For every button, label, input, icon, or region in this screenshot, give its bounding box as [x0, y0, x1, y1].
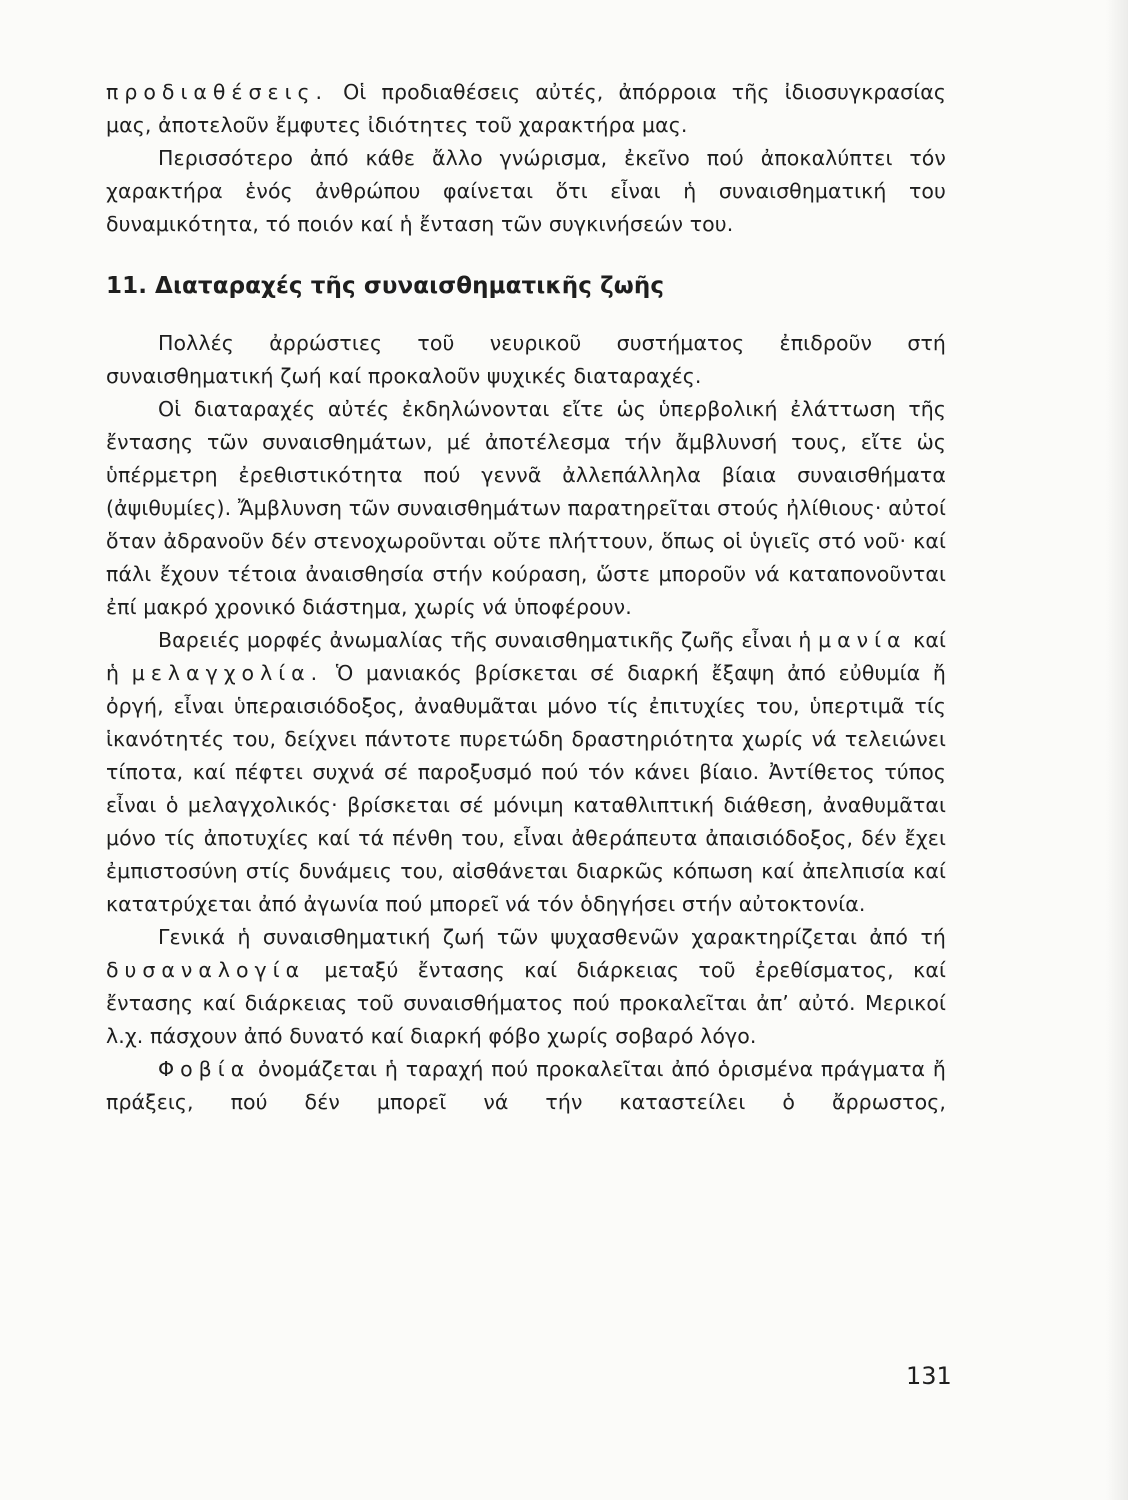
spaced-term: μελαγχολία.: [131, 661, 324, 685]
paragraph-character: Περισσότερο ἀπό κάθε ἄλλο γνώρισμα, ἐκεῖνο πού ἀποκαλύπτει τόν χαρακτήρα ἑνός ἀνθρώπου φαίνεται ὅτι εἶναι ἡ συναισθηματική του δυναμικότητα, τό ποιόν καί ἡ ἔνταση τῶν συγκινήσεών του.: [106, 146, 946, 236]
spaced-term: μανία: [818, 628, 907, 652]
paragraph-mania-melancholy: Βαρειές μορφές ἀνωμαλίας τῆς συναισθηματικῆς ζωῆς εἶναι ἡ μανία καί ἡ μελαγχολία. Ὁ μανιακός βρίσκεται σέ διαρκή ἔξαψη ἀπό εὐθυμία ἤ ὀργή, εἶναι ὑπεραισιόδοξος, ἀναθυμᾶται μόνο τίς ἐπιτυχίες του, ὑπερτιμᾶ τίς ἱκανότητές του, δείχνει πάντοτε πυρετώδη δραστηριότητα χωρίς νά τελειώνει τίποτα, καί πέφτει συχνά σέ παροξυσμό πού τόν κάνει βίαιο. Ἀντίθετος τύπος εἶναι ὁ μελαγχολικός· βρίσκεται σέ μόνιμη καταθλιπτική διάθεση, ἀναθυμᾶται μόνο τίς ἀποτυχίες καί τά πένθη του, εἶναι ἀθεράπευτα ἀπαισιόδοξος, δέν ἔχει ἐμπιστοσύνη στίς δυνάμεις του, αἰσθάνεται διαρκῶς κόπωση καί ἀπελπισία καί κατατρύχεται ἀπό ἀγωνία πού μπορεῖ νά τόν ὁδηγήσει στήν αὐτοκτονία.: [106, 628, 947, 916]
spaced-term: προδιαθέσεις.: [106, 80, 329, 104]
paragraph-disproportion: Γενικά ἡ συναισθηματική ζωή τῶν ψυχασθενῶν χαρακτηρίζεται ἀπό τή δυσαναλογία μεταξύ ἔντασης καί διάρκειας τοῦ ἐρεθίσματος, καί ἔντασης καί διάρκειας τοῦ συναισθήματος πού προκαλεῖται ἀπ’ αὐτό. Μερικοί λ.χ. πάσχουν ἀπό δυνατό καί διαρκή φόβο χωρίς σοβαρό λόγο.: [106, 925, 946, 1048]
paragraph-nervous-diseases: Πολλές ἀρρώστιες τοῦ νευρικοῦ συστήματος ἐπιδροῦν στή συναισθηματική ζωή καί προκαλοῦν ψυχικές διαταραχές.: [106, 331, 946, 388]
section-number: 11.: [106, 273, 148, 299]
paragraph-phobia: Φοβία ὀνομάζεται ἡ ταραχή πού προκαλεῖται ἀπό ὁρισμένα πράγματα ἤ πράξεις, πού δέν μπορεῖ νά τήν καταστείλει ὁ ἄρρωστος,: [106, 1057, 946, 1114]
section-heading: [106, 271, 946, 301]
paragraph-disorders: Οἱ διαταραχές αὐτές ἐκδηλώνονται εἴτε ὡς ὑπερβολική ἐλάττωση τῆς ἔντασης τῶν συναισθημάτων, μέ ἀποτέλεσμα τήν ἄμβλυνσή τους, εἴτε ὡς ὑπέρμετρη ἐρεθιστικότητα πού γεννᾶ ἀλλεπάλληλα βίαια συναισθήματα (ἀψιθυμίες). Ἄμβλυνση τῶν συναισθημάτων παρατηρεῖται στούς ἠλίθιους· αὐτοί ὅταν ἀδρανοῦν δέν στενοχωροῦνται οὔτε πλήττουν, ὅπως οἱ ὑγιεῖς στό νοῦ· καί πάλι ἔχουν τέτοια ἀναισθησία στήν κούραση, ὥστε μποροῦν νά καταπονοῦνται ἐπί μακρό χρονικό διάστημα, χωρίς νά ὑποφέρουν.: [106, 397, 946, 619]
paragraph-predispositions: προδιαθέσεις. Οἱ προδιαθέσεις αὐτές, ἀπόρροια τῆς ἰδιοσυγκρασίας μας, ἀποτελοῦν ἔμφυτες ἰδιότητες τοῦ χαρακτήρα μας.: [106, 80, 946, 137]
spaced-term: Φοβία: [158, 1057, 251, 1081]
page-edge-shadow: [1106, 0, 1128, 1500]
spaced-term: δυσαναλογία: [106, 958, 306, 982]
section-title: Διαταραχές τῆς συναισθηματικῆς ζωῆς: [155, 273, 665, 299]
page-body: [106, 76, 946, 1119]
page-number: 131: [906, 1362, 952, 1390]
